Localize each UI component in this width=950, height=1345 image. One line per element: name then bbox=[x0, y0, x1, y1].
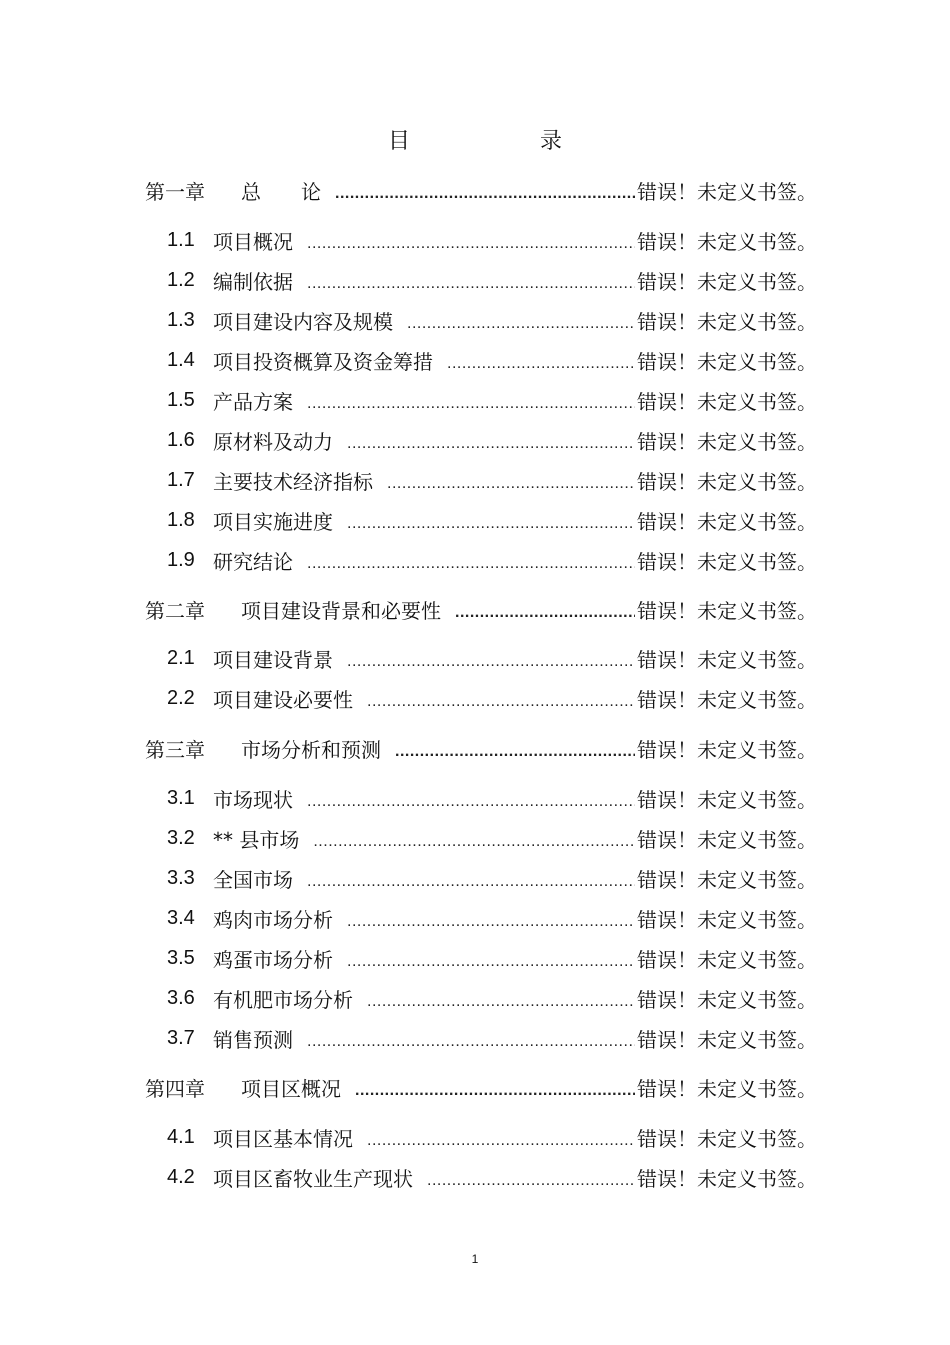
dot-leader bbox=[307, 792, 635, 812]
toc-section-entry[interactable] bbox=[167, 346, 817, 374]
toc-section-entry[interactable] bbox=[167, 1123, 817, 1151]
dot-leader bbox=[367, 692, 635, 712]
dot-leader bbox=[307, 554, 635, 574]
page-ref-error: 错误！未定义书签。 bbox=[637, 647, 817, 672]
page-ref-error: 错误！未定义书签。 bbox=[637, 469, 817, 494]
section-number: 3.7 bbox=[167, 1026, 195, 1049]
entry-label: 产品方案 bbox=[213, 389, 293, 414]
page-ref-error: 错误！未定义书签。 bbox=[637, 269, 817, 294]
section-number: 1.1 bbox=[167, 228, 195, 251]
page-ref-error: 错误！未定义书签。 bbox=[637, 309, 817, 334]
dot-leader bbox=[367, 1131, 635, 1151]
section-number: 2.2 bbox=[167, 686, 195, 709]
section-number: 1.9 bbox=[167, 548, 195, 571]
dot-leader bbox=[347, 434, 635, 454]
toc-chapter-entry[interactable] bbox=[145, 595, 817, 623]
section-number: 2.1 bbox=[167, 646, 195, 669]
dot-leader bbox=[307, 1032, 635, 1052]
toc-section-entry[interactable] bbox=[167, 546, 817, 574]
entry-label: 项目投资概算及资金筹措 bbox=[213, 349, 433, 374]
section-number: 3.6 bbox=[167, 986, 195, 1009]
page-ref-error: 错误！未定义书签。 bbox=[637, 1027, 817, 1052]
entry-label: 项目区基本情况 bbox=[213, 1126, 353, 1151]
section-number: 1.3 bbox=[167, 308, 195, 331]
chapter-number: 第一章 bbox=[145, 179, 205, 204]
dot-leader bbox=[307, 872, 635, 892]
dot-leader bbox=[447, 354, 635, 374]
toc-section-entry[interactable] bbox=[167, 904, 817, 932]
entry-label: 销售预测 bbox=[213, 1027, 293, 1052]
page-ref-error: 错误！未定义书签。 bbox=[637, 737, 817, 762]
page-ref-error: 错误！未定义书签。 bbox=[637, 349, 817, 374]
toc-section-entry[interactable] bbox=[167, 226, 817, 254]
toc-section-entry[interactable] bbox=[167, 1024, 817, 1052]
page-ref-error: 错误！未定义书签。 bbox=[637, 598, 817, 623]
dot-leader bbox=[407, 314, 635, 334]
page-ref-error: 错误！未定义书签。 bbox=[637, 1126, 817, 1151]
toc-section-entry[interactable] bbox=[167, 506, 817, 534]
entry-label: 全国市场 bbox=[213, 867, 293, 892]
toc-chapter-entry[interactable] bbox=[145, 1073, 817, 1101]
entry-label: 原材料及动力 bbox=[213, 429, 333, 454]
entry-label: 市场现状 bbox=[213, 787, 293, 812]
entry-label: 市场分析和预测 bbox=[241, 737, 381, 762]
page-ref-error: 错误！未定义书签。 bbox=[637, 787, 817, 812]
entry-label: 项目建设必要性 bbox=[213, 687, 353, 712]
section-number: 1.6 bbox=[167, 428, 195, 451]
section-number: 1.4 bbox=[167, 348, 195, 371]
entry-label: 总 论 bbox=[241, 179, 321, 204]
entry-label: 项目区畜牧业生产现状 bbox=[213, 1166, 413, 1191]
page-ref-error: 错误！未定义书签。 bbox=[637, 867, 817, 892]
section-number: 1.7 bbox=[167, 468, 195, 491]
page-ref-error: 错误！未定义书签。 bbox=[637, 827, 817, 852]
page-ref-error: 错误！未定义书签。 bbox=[637, 1076, 817, 1101]
dot-leader bbox=[307, 274, 635, 294]
dot-leader bbox=[313, 832, 635, 852]
entry-label: 项目建设内容及规模 bbox=[213, 309, 393, 334]
toc-section-entry[interactable] bbox=[167, 266, 817, 294]
page-ref-error: 错误！未定义书签。 bbox=[637, 229, 817, 254]
entry-label: 鸡蛋市场分析 bbox=[213, 947, 333, 972]
toc-section-entry[interactable] bbox=[167, 306, 817, 334]
page-ref-error: 错误！未定义书签。 bbox=[637, 947, 817, 972]
dot-leader bbox=[347, 952, 635, 972]
dot-leader bbox=[455, 603, 635, 623]
entry-label: 项目实施进度 bbox=[213, 509, 333, 534]
toc-section-entry[interactable] bbox=[167, 426, 817, 454]
entry-label: 项目建设背景 bbox=[213, 647, 333, 672]
entry-label: 项目建设背景和必要性 bbox=[241, 598, 441, 623]
dot-leader bbox=[367, 992, 635, 1012]
section-number: 3.5 bbox=[167, 946, 195, 969]
toc-section-entry[interactable] bbox=[167, 644, 817, 672]
entry-label: 研究结论 bbox=[213, 549, 293, 574]
page-number: 1 bbox=[471, 1252, 479, 1266]
section-number: 3.1 bbox=[167, 786, 195, 809]
toc-section-entry[interactable] bbox=[167, 386, 817, 414]
dot-leader bbox=[335, 184, 635, 204]
section-number: 3.4 bbox=[167, 906, 195, 929]
toc-section-entry[interactable] bbox=[167, 824, 817, 852]
section-number: 4.1 bbox=[167, 1125, 195, 1148]
dot-leader bbox=[355, 1081, 635, 1101]
entry-label: 编制依据 bbox=[213, 269, 293, 294]
section-number: 3.2 bbox=[167, 826, 195, 849]
section-number: 1.8 bbox=[167, 508, 195, 531]
entry-label: 主要技术经济指标 bbox=[213, 469, 373, 494]
dot-leader bbox=[395, 742, 635, 762]
entry-label: ** 县市场 bbox=[213, 827, 300, 852]
toc-section-entry[interactable] bbox=[167, 466, 817, 494]
page-ref-error: 错误！未定义书签。 bbox=[637, 179, 817, 204]
section-number: 1.2 bbox=[167, 268, 195, 291]
toc-chapter-entry[interactable] bbox=[145, 734, 817, 762]
page-ref-error: 错误！未定义书签。 bbox=[637, 987, 817, 1012]
toc-section-entry[interactable] bbox=[167, 1163, 817, 1191]
page-ref-error: 错误！未定义书签。 bbox=[637, 687, 817, 712]
dot-leader bbox=[307, 394, 635, 414]
section-number: 4.2 bbox=[167, 1165, 195, 1188]
toc-section-entry[interactable] bbox=[167, 944, 817, 972]
toc-section-entry[interactable] bbox=[167, 864, 817, 892]
dot-leader bbox=[387, 474, 635, 494]
toc-chapter-entry[interactable] bbox=[145, 176, 817, 204]
entry-label: 有机肥市场分析 bbox=[213, 987, 353, 1012]
dot-leader bbox=[427, 1171, 635, 1191]
page-ref-error: 错误！未定义书签。 bbox=[637, 907, 817, 932]
dot-leader bbox=[347, 912, 635, 932]
page-ref-error: 错误！未定义书签。 bbox=[637, 509, 817, 534]
entry-label: 鸡肉市场分析 bbox=[213, 907, 333, 932]
page-ref-error: 错误！未定义书签。 bbox=[637, 429, 817, 454]
entry-label: 项目概况 bbox=[213, 229, 293, 254]
dot-leader bbox=[347, 514, 635, 534]
chapter-number: 第四章 bbox=[145, 1076, 205, 1101]
section-number: 1.5 bbox=[167, 388, 195, 411]
dot-leader bbox=[347, 652, 635, 672]
toc-title: 目 录 bbox=[387, 129, 616, 154]
toc-section-entry[interactable] bbox=[167, 784, 817, 812]
toc-section-entry[interactable] bbox=[167, 984, 817, 1012]
page-ref-error: 错误！未定义书签。 bbox=[637, 1166, 817, 1191]
entry-label: 项目区概况 bbox=[241, 1076, 341, 1101]
dot-leader bbox=[307, 234, 635, 254]
section-number: 3.3 bbox=[167, 866, 195, 889]
chapter-number: 第二章 bbox=[145, 598, 205, 623]
page-ref-error: 错误！未定义书签。 bbox=[637, 389, 817, 414]
toc-section-entry[interactable] bbox=[167, 684, 817, 712]
page-ref-error: 错误！未定义书签。 bbox=[637, 549, 817, 574]
chapter-number: 第三章 bbox=[145, 737, 205, 762]
